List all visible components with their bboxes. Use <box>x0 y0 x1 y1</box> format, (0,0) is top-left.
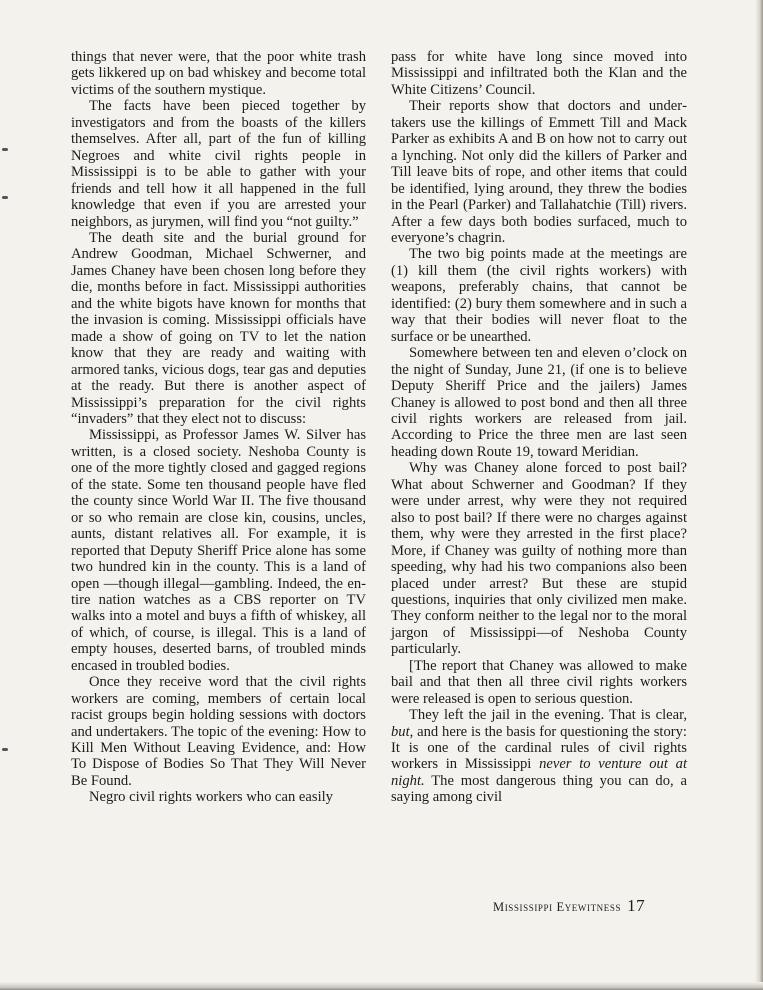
page-footer <box>493 896 645 916</box>
page-edge-shadow <box>755 0 763 990</box>
running-title: Mississippi Eyewitness <box>493 900 622 914</box>
left-column <box>71 49 366 806</box>
italic-text: but, <box>391 723 414 740</box>
paragraph: things that never were, that the poor white trash gets likkered up on bad whiskey and become total victims of the southern mystique. <box>71 49 366 98</box>
italic-text: never to venture out at night. <box>391 756 687 789</box>
margin-mark <box>2 748 8 751</box>
paragraph: [The report that Chaney was allowed to make bail and that then all three civil rights workers were released is open to serious question. <box>391 657 687 707</box>
paragraph: Their reports show that doctors and undertakers use the killings of Emmett Till and Mack Parker as exhibits A and B on how not to carry out a lynching. Not only did the killers of Parker and Till leave bits of rope, and other items that could be identified, lying around, they threw the bodies in the Pearl (Parker) and Tallahatchie (Till) rivers. After a few days both bodies surfaced, much to everyone’s chagrin. <box>391 98 687 246</box>
paragraph: Negro civil rights workers who can easily <box>89 789 333 806</box>
paragraph: Why was Chaney alone forced to post bail? What about Schwerner and Goodman? If they were under arrest, why were they not required also to post bail? If there were no charges against them, why were they arrested in the first place? More, if Chaney was guilty of nothing more than speeding, why had his two companions also been placed under arrest? But these are stupid questions, inquiries that only civilized men make. They conform neither to the legal nor to the moral jargon of Mississippi—of Neshoba County particularly. <box>391 460 687 658</box>
paragraph: Once they receive word that the civil rights workers are coming, members of certain local racist groups begin holding sessions with doctors and undertakers. The topic of the evening: How to Kill Men Without Leaving Evidence, and: How To Dispose of Bodies So That They Will Never Be Found. <box>71 674 366 789</box>
margin-mark <box>2 196 8 199</box>
paragraph <box>391 707 687 806</box>
paragraph: The two big points made at the meetings are (1) kill them (the civil rights workers) with weapons, preferably chains, that cannot be identified: (2) bury them somewhere and in such a way that their bodies will never float to the surface or be unearthed. <box>391 246 687 345</box>
paragraph: The facts have been pieced together by investigators and from the boasts of the killers themselves. After all, part of the fun of killing Negroes and white civil rights people in Mississippi is to be able to gather with your friends and tell how it all happened in the full knowledge that even if you are arrested your neighbors, as jurymen, will find you “not guilty.” <box>71 98 366 230</box>
page-edge-shadow <box>0 982 763 990</box>
paragraph: Mississippi, as Professor James W. Silver has written, is a closed society. Neshoba County is one of the more tightly closed and gagged regions of the state. Some ten thousand people have fled the county since World War II. The five thousand or so who remain are close kin, cousins, uncles, aunts, distant relatives all. For example, it is reported that Deputy Sheriff Price alone has some two hundred kin in the county. This is a land of open —though illegal—gambling. Indeed, the entire nation watches as a CBS reporter on TV walks into a motel and buys a fifth of whiskey, all of which, of course, is illegal. This is a land of empty houses, deserted barns, of troubled minds encased in troubled bodies. <box>71 427 366 674</box>
text-run: and here is the basis for questioning the story: It is one of the cardinal rules of civil rights workers in Mississippi <box>391 723 687 773</box>
paragraph: The death site and the burial ground for Andrew Goodman, Michael Schwerner, and James Chaney have been chosen long before they die, months before in fact. Mississippi authorities and the white bigots have known for months that the invasion is coming. Mississippi officials have made a show of going on TV to let the nation know that they are ready and waiting with armored tanks, vicious dogs, tear gas and deputies at the ready. But there is another aspect of Mississippi’s preparation for the civil rights “invaders” that they elect not to discuss: <box>71 229 366 427</box>
margin-mark <box>2 148 8 151</box>
paragraph: pass for white have long since moved into Mississippi and infiltrated both the Klan and the White Citizens’ Council. <box>391 49 687 98</box>
paragraph: Somewhere between ten and eleven o’clock on the night of Sunday, June 21, (if one is to believe Deputy Sheriff Price and the jailers) James Chaney is allowed to post bond and then all three civil rights workers are released from jail. According to Price the three men are last seen heading down Route 19, toward Meridian. <box>391 345 687 460</box>
right-column <box>391 49 687 806</box>
page-number: 17 <box>627 896 646 915</box>
text-run: The most dangerous thing you can do, a saying among civil <box>391 772 687 806</box>
text-run: They left the jail in the evening. That is clear, <box>409 707 687 724</box>
